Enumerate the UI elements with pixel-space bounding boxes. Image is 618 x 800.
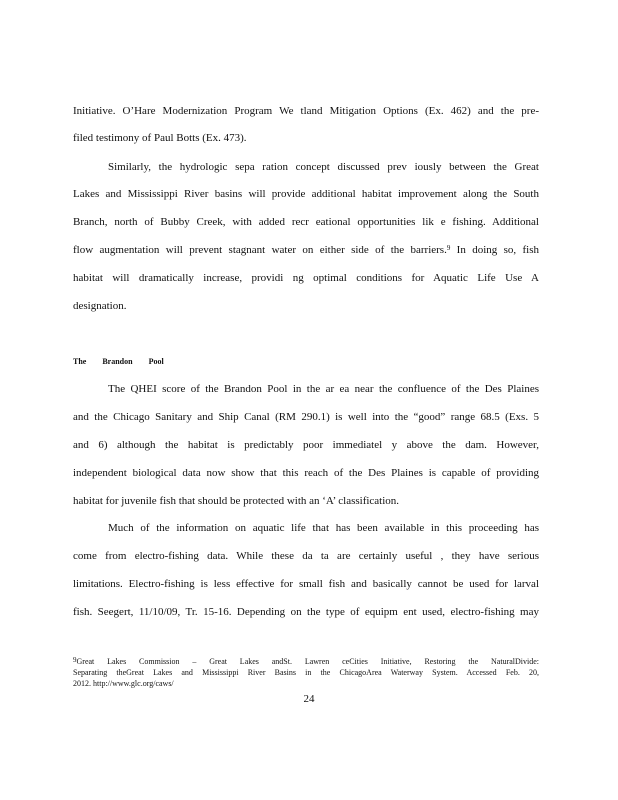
- paragraph1-line2: filed testimony of Paul Botts (Ex. 473).: [73, 132, 247, 144]
- footnote-number: 9: [73, 656, 77, 664]
- paragraph3-line1: The QHEI score of the Brandon Pool in the ar ea near the confluence of the Des Plaines: [108, 383, 539, 395]
- paragraph2-line3: Branch, north of Bubby Creek, with added recr eational opportunities lik e fishing. Additional: [73, 216, 539, 228]
- paragraph3-line5: habitat for juvenile fish that should be protected with an ‘A’ classification.: [73, 495, 400, 507]
- paragraph2-line2: Lakes and Mississippi River basins will provide additional habitat improvement along the South: [73, 188, 539, 200]
- paragraph1-line1: Initiative. O’Hare Modernization Program We tland Mitigation Options (Ex. 462) and the pre-: [73, 105, 539, 117]
- paragraph4-line1: Much of the information on aquatic life that has been available in this proceeding has: [108, 522, 539, 534]
- paragraph4-line3: limitations. Electro-fishing is less effective for small fish and basically cannot be used for larval: [73, 578, 539, 590]
- paragraph2-line4: [73, 243, 539, 257]
- paragraph3-line3: and 6) although the habitat is predictably poor immediatel y above the dam. However,: [73, 439, 539, 451]
- footnote-line2: Separating theGreat Lakes and Mississippi River Basins in the ChicagoArea Waterway System. Accessed Feb. 20,: [73, 668, 539, 677]
- paragraph2-line4-tail: In doing so, fish: [450, 244, 539, 256]
- footnote-reference: 9: [446, 244, 451, 252]
- footnote-line1-text: Great Lakes Commission – Great Lakes andSt. Lawren ceCities Initiative, Restoring the NaturalDivide:: [76, 657, 539, 666]
- page-number: 24: [303, 693, 315, 705]
- paragraph4-line4: fish. Seegert, 11/10/09, Tr. 15-16. Depending on the type of equipm ent used, electro-fishing may: [73, 606, 539, 618]
- paragraph2-line6: designation.: [73, 300, 127, 312]
- paragraph2-line5: habitat will dramatically increase, providi ng optimal conditions for Aquatic Life Use A: [73, 272, 539, 284]
- footnote-line1: [73, 657, 539, 667]
- paragraph4-line2: come from electro-fishing data. While these da ta are certainly useful , they have serious: [73, 550, 539, 562]
- footnote-line3: 2012. http://www.glc.org/caws/: [73, 679, 174, 688]
- paragraph3-line2: and the Chicago Sanitary and Ship Canal (RM 290.1) is well into the “good” range 68.5 (Exs. 5: [73, 411, 539, 423]
- section-heading: The Brandon Pool: [73, 357, 164, 366]
- paragraph3-line4: independent biological data now show that this reach of the Des Plaines is capable of providing: [73, 467, 539, 479]
- paragraph2-line1: Similarly, the hydrologic sepa ration concept discussed prev iously between the Great: [108, 161, 539, 173]
- paragraph2-line4-text: flow augmentation will prevent stagnant water on either side of the barriers.: [73, 244, 447, 256]
